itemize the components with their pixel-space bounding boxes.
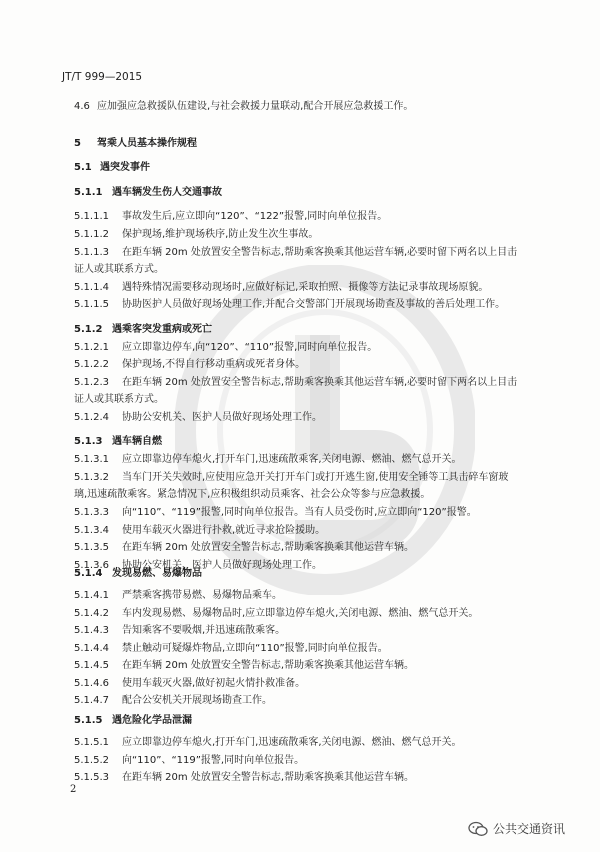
clause-number: 5.1.5: [74, 715, 103, 726]
clause-number: 5.1.2: [74, 324, 103, 335]
clause-text: 告知乘客不要吸烟,并迅速疏散乘客。: [122, 625, 286, 636]
clause-text: 事故发生后,应立即向“120”、“122”报警,同时向单位报告。: [122, 211, 388, 222]
clause-number: 5.1.4.4: [74, 643, 109, 654]
clause-text: 向“110”、“119”报警,同时向单位报告。: [122, 755, 305, 766]
clause-text: 证人或其联系方式。: [74, 264, 164, 275]
clause-number: 5.1.4.5: [74, 660, 109, 671]
clause-text: 驾乘人员基本操作规程: [97, 138, 197, 149]
clause-number: 5.1.4.2: [74, 608, 109, 619]
clause-number: 5.1.4: [74, 568, 103, 579]
clause-text: 遇车辆发生伤人交通事故: [112, 187, 222, 198]
clause-text: 在距车辆 20m 处放置安全警告标志,帮助乘客换乘其他运营车辆。: [122, 772, 415, 783]
wechat-icon: [468, 821, 488, 837]
clause-number: 5.1.1.1: [74, 211, 109, 222]
clause-number: 5.1.1.3: [74, 247, 109, 258]
clause-text: 应立即靠边停车熄火,打开车门,迅速疏散乘客,关闭电源、燃油、燃气总开关。: [122, 737, 462, 748]
clause-number: 5.1.2.2: [74, 359, 109, 370]
clause-text: 证人或其联系方式。: [74, 394, 164, 405]
clause-number: 5.1.4.6: [74, 678, 109, 689]
clause-number: 5.1.1.4: [74, 282, 109, 293]
clause-number: 5.1.5.1: [74, 737, 109, 748]
clause-text: 应立即靠边停车,向“120”、“110”报警,同时向单位报告。: [122, 342, 378, 353]
clause-number: 5.1.3: [74, 436, 103, 447]
clause-number: 5.1.3.4: [74, 525, 109, 536]
clause-text: 禁止触动可疑爆炸物品,立即向“110”报警,同时向单位报告。: [122, 643, 388, 654]
clause-text: 发现易燃、易爆物品: [112, 568, 202, 579]
clause-number: 5.1.3.5: [74, 542, 109, 553]
clause-text: 遇危险化学品泄漏: [112, 715, 192, 726]
clause-number: 5.1.3.6: [74, 560, 109, 571]
clause-number: 5.1.2.3: [74, 377, 109, 388]
clause-number: 5.1.1.5: [74, 299, 109, 310]
clause-number: 5.1.3.1: [74, 454, 109, 465]
clause-text: 应立即靠边停车熄火,打开车门,迅速疏散乘客,关闭电源、燃油、燃气总开关。: [122, 454, 462, 465]
clause-text: 配合公安机关开展现场勘查工作。: [122, 695, 272, 706]
clause-text: 严禁乘客携带易燃、易爆物品乘车。: [122, 590, 282, 601]
clause-text: 应加强应急救援队伍建设,与社会救援力量联动,配合开展应急救援工作。: [97, 101, 414, 112]
clause-number: 5.1.2.1: [74, 342, 109, 353]
clause-text: 协助医护人员做好现场处理工作,并配合交警部门开展现场勘查及事故的善后处理工作。: [122, 299, 506, 310]
clause-text: 遇特殊情况需要移动现场时,应做好标记,采取拍照、摄像等方法记录事故现场原貌。: [122, 282, 489, 293]
clause-number: 5.1: [74, 162, 92, 173]
wechat-source-label: [468, 820, 565, 837]
clause-number: 4.6: [74, 101, 90, 112]
clause-number: 5.1.5.3: [74, 772, 109, 783]
clause-text: 遇乘客突发重病或死亡: [112, 324, 212, 335]
clause-text: 向“110”、“119”报警,同时向单位报告。当有人员受伤时,应立即向“120”报警。: [122, 507, 477, 518]
source-label-text: 公共交通资讯: [493, 822, 566, 836]
clause-text: 在距车辆 20m 处放置安全警告标志,帮助乘客换乘其他运营车辆,必要时留下两名以上目击: [122, 377, 518, 388]
clause-number: 5.1.3.3: [74, 507, 109, 518]
clause-number: 5.1.5.2: [74, 755, 109, 766]
clause-number: 5.1.1.2: [74, 229, 109, 240]
clause-number: 5.1.4.1: [74, 590, 109, 601]
clause-number: 5.1.4.7: [74, 695, 109, 706]
clause-number: 5.1.1: [74, 187, 103, 198]
clause-text: 保护现场,维护现场秩序,防止发生次生事故。: [122, 229, 319, 240]
page-number: 2: [70, 784, 77, 795]
clause-text: 车内发现易燃、易爆物品时,应立即靠边停车熄火,关闭电源、燃油、燃气总开关。: [122, 608, 479, 619]
clause-text: 遇突发事件: [100, 162, 150, 173]
clause-text: 在距车辆 20m 处放置安全警告标志,帮助乘客换乘其他运营车辆。: [122, 542, 415, 553]
clause-text: 在距车辆 20m 处放置安全警告标志,帮助乘客换乘其他运营车辆,必要时留下两名以上目击: [122, 247, 518, 258]
clause-text: 协助公安机关、医护人员做好现场处理工作。: [122, 560, 322, 571]
clause-text: 璃,迅速疏散乘客。紧急情况下,应积极组织动员乘客、社会公众等参与应急救援。: [74, 489, 431, 500]
clause-text: 在距车辆 20m 处放置安全警告标志,帮助乘客换乘其他运营车辆。: [122, 660, 415, 671]
clause-number: 5: [74, 138, 81, 149]
clause-number: 5.1.3.2: [74, 472, 109, 483]
clause-number: 5.1.4.3: [74, 625, 109, 636]
clause-text: 使用车载灭火器进行扑救,就近寻求抢险援助。: [122, 525, 326, 536]
standard-code-header: JT/T 999—2015: [62, 71, 143, 83]
clause-number: 5.1.2.4: [74, 412, 109, 423]
clause-text: 保护现场,不得自行移动重病或死者身体。: [122, 359, 306, 370]
clause-text: 遇车辆自燃: [112, 436, 162, 447]
clause-text: 当车门开关失效时,应使用应急开关打开车门或打开逃生窗,使用安全锤等工具击碎车窗玻: [122, 472, 509, 483]
clause-text: 使用车载灭火器,做好初起火情扑救准备。: [122, 678, 306, 689]
clause-text: 协助公安机关、医护人员做好现场处理工作。: [122, 412, 322, 423]
